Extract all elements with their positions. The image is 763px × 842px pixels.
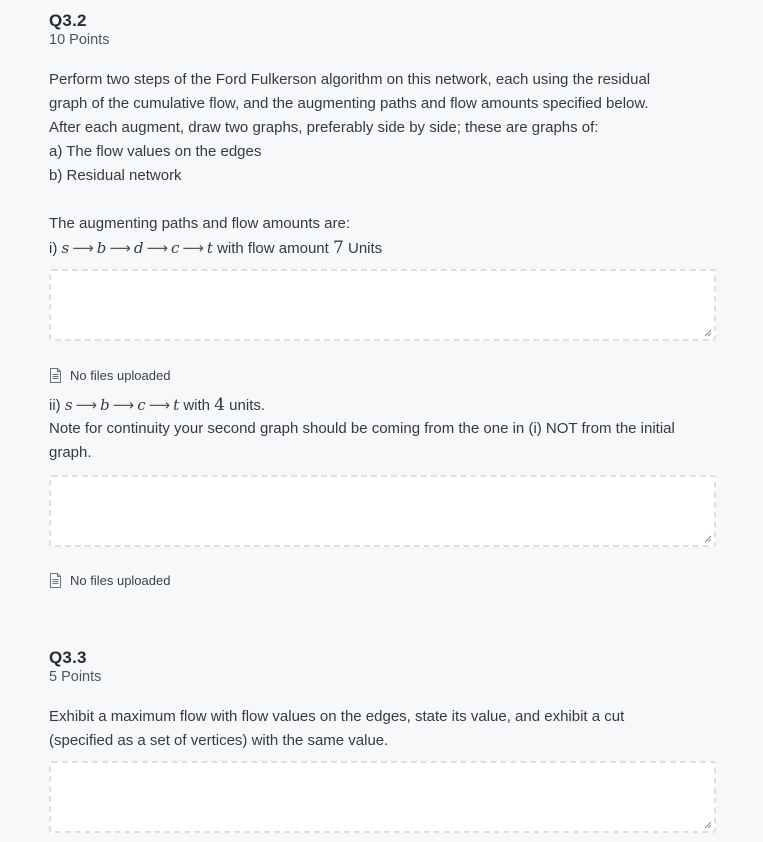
text-line: Exhibit a maximum flow with flow values on the edges, state its value, and exhibit a cut bbox=[49, 708, 625, 725]
question-points: 5 Points bbox=[49, 669, 102, 685]
arrow-icon: ⟶ bbox=[182, 240, 204, 257]
path-prefix: ii) bbox=[49, 397, 61, 414]
path-node: b bbox=[96, 239, 107, 257]
answer-textarea-2[interactable] bbox=[49, 475, 716, 547]
arrow-icon: ⟶ bbox=[146, 240, 168, 257]
path-amount: 4 bbox=[214, 395, 225, 415]
uploaded-files-1 bbox=[49, 368, 170, 383]
path-suffix: Units bbox=[347, 240, 383, 257]
arrow-icon: ⟶ bbox=[72, 240, 94, 257]
path-node: c bbox=[170, 239, 180, 257]
path-node: s bbox=[61, 239, 70, 257]
intro-line: After each augment, draw two graphs, preferably side by side; these are graphs of: bbox=[49, 119, 599, 136]
path-amount: 7 bbox=[332, 238, 344, 258]
path-1 bbox=[49, 236, 382, 261]
intro-line: graph of the cumulative flow, and the augmenting paths and flow amounts specified below. bbox=[49, 95, 649, 112]
files-status: No files uploaded bbox=[70, 573, 171, 588]
text-line: (specified as a set of vertices) with the same value. bbox=[49, 732, 389, 749]
path-prefix: i) bbox=[49, 240, 58, 257]
file-icon bbox=[49, 573, 62, 588]
path-mid: with bbox=[183, 397, 210, 414]
question-title: Q3.3 bbox=[49, 648, 87, 667]
paths-heading: The augmenting paths and flow amounts are: bbox=[49, 215, 351, 232]
path-node: t bbox=[173, 396, 180, 414]
path-node: c bbox=[137, 396, 146, 414]
answer-textarea-3[interactable] bbox=[49, 761, 716, 833]
question-text bbox=[49, 705, 729, 753]
path-suffix: units. bbox=[229, 397, 266, 414]
resize-handle-icon[interactable] bbox=[703, 328, 712, 337]
path-node: s bbox=[64, 396, 73, 414]
file-icon bbox=[49, 368, 62, 383]
intro-line: b) Residual network bbox=[49, 167, 182, 184]
uploaded-files-2 bbox=[49, 573, 170, 588]
arrow-icon: ⟶ bbox=[109, 240, 131, 257]
question-intro bbox=[49, 68, 729, 188]
arrow-icon: ⟶ bbox=[148, 397, 171, 414]
path-node: b bbox=[100, 396, 110, 414]
question-points: 10 Points bbox=[49, 32, 110, 48]
intro-line: a) The flow values on the edges bbox=[49, 143, 262, 160]
path-node: t bbox=[206, 239, 213, 257]
path-mid: with flow amount bbox=[217, 240, 329, 257]
note-line: graph. bbox=[49, 444, 92, 461]
files-status: No files uploaded bbox=[70, 368, 171, 383]
continuity-note bbox=[49, 417, 739, 465]
arrow-icon: ⟶ bbox=[75, 397, 98, 414]
arrow-icon: ⟶ bbox=[112, 397, 135, 414]
resize-handle-icon[interactable] bbox=[703, 820, 712, 829]
path-2 bbox=[49, 393, 265, 418]
intro-line: Perform two steps of the Ford Fulkerson algorithm on this network, each using the residual bbox=[49, 71, 651, 88]
note-line: Note for continuity your second graph should be coming from the one in (i) NOT from the initial bbox=[49, 420, 675, 437]
answer-textarea-1[interactable] bbox=[49, 269, 716, 341]
question-title: Q3.2 bbox=[49, 11, 87, 30]
resize-handle-icon[interactable] bbox=[703, 534, 712, 543]
path-node: d bbox=[133, 239, 144, 257]
